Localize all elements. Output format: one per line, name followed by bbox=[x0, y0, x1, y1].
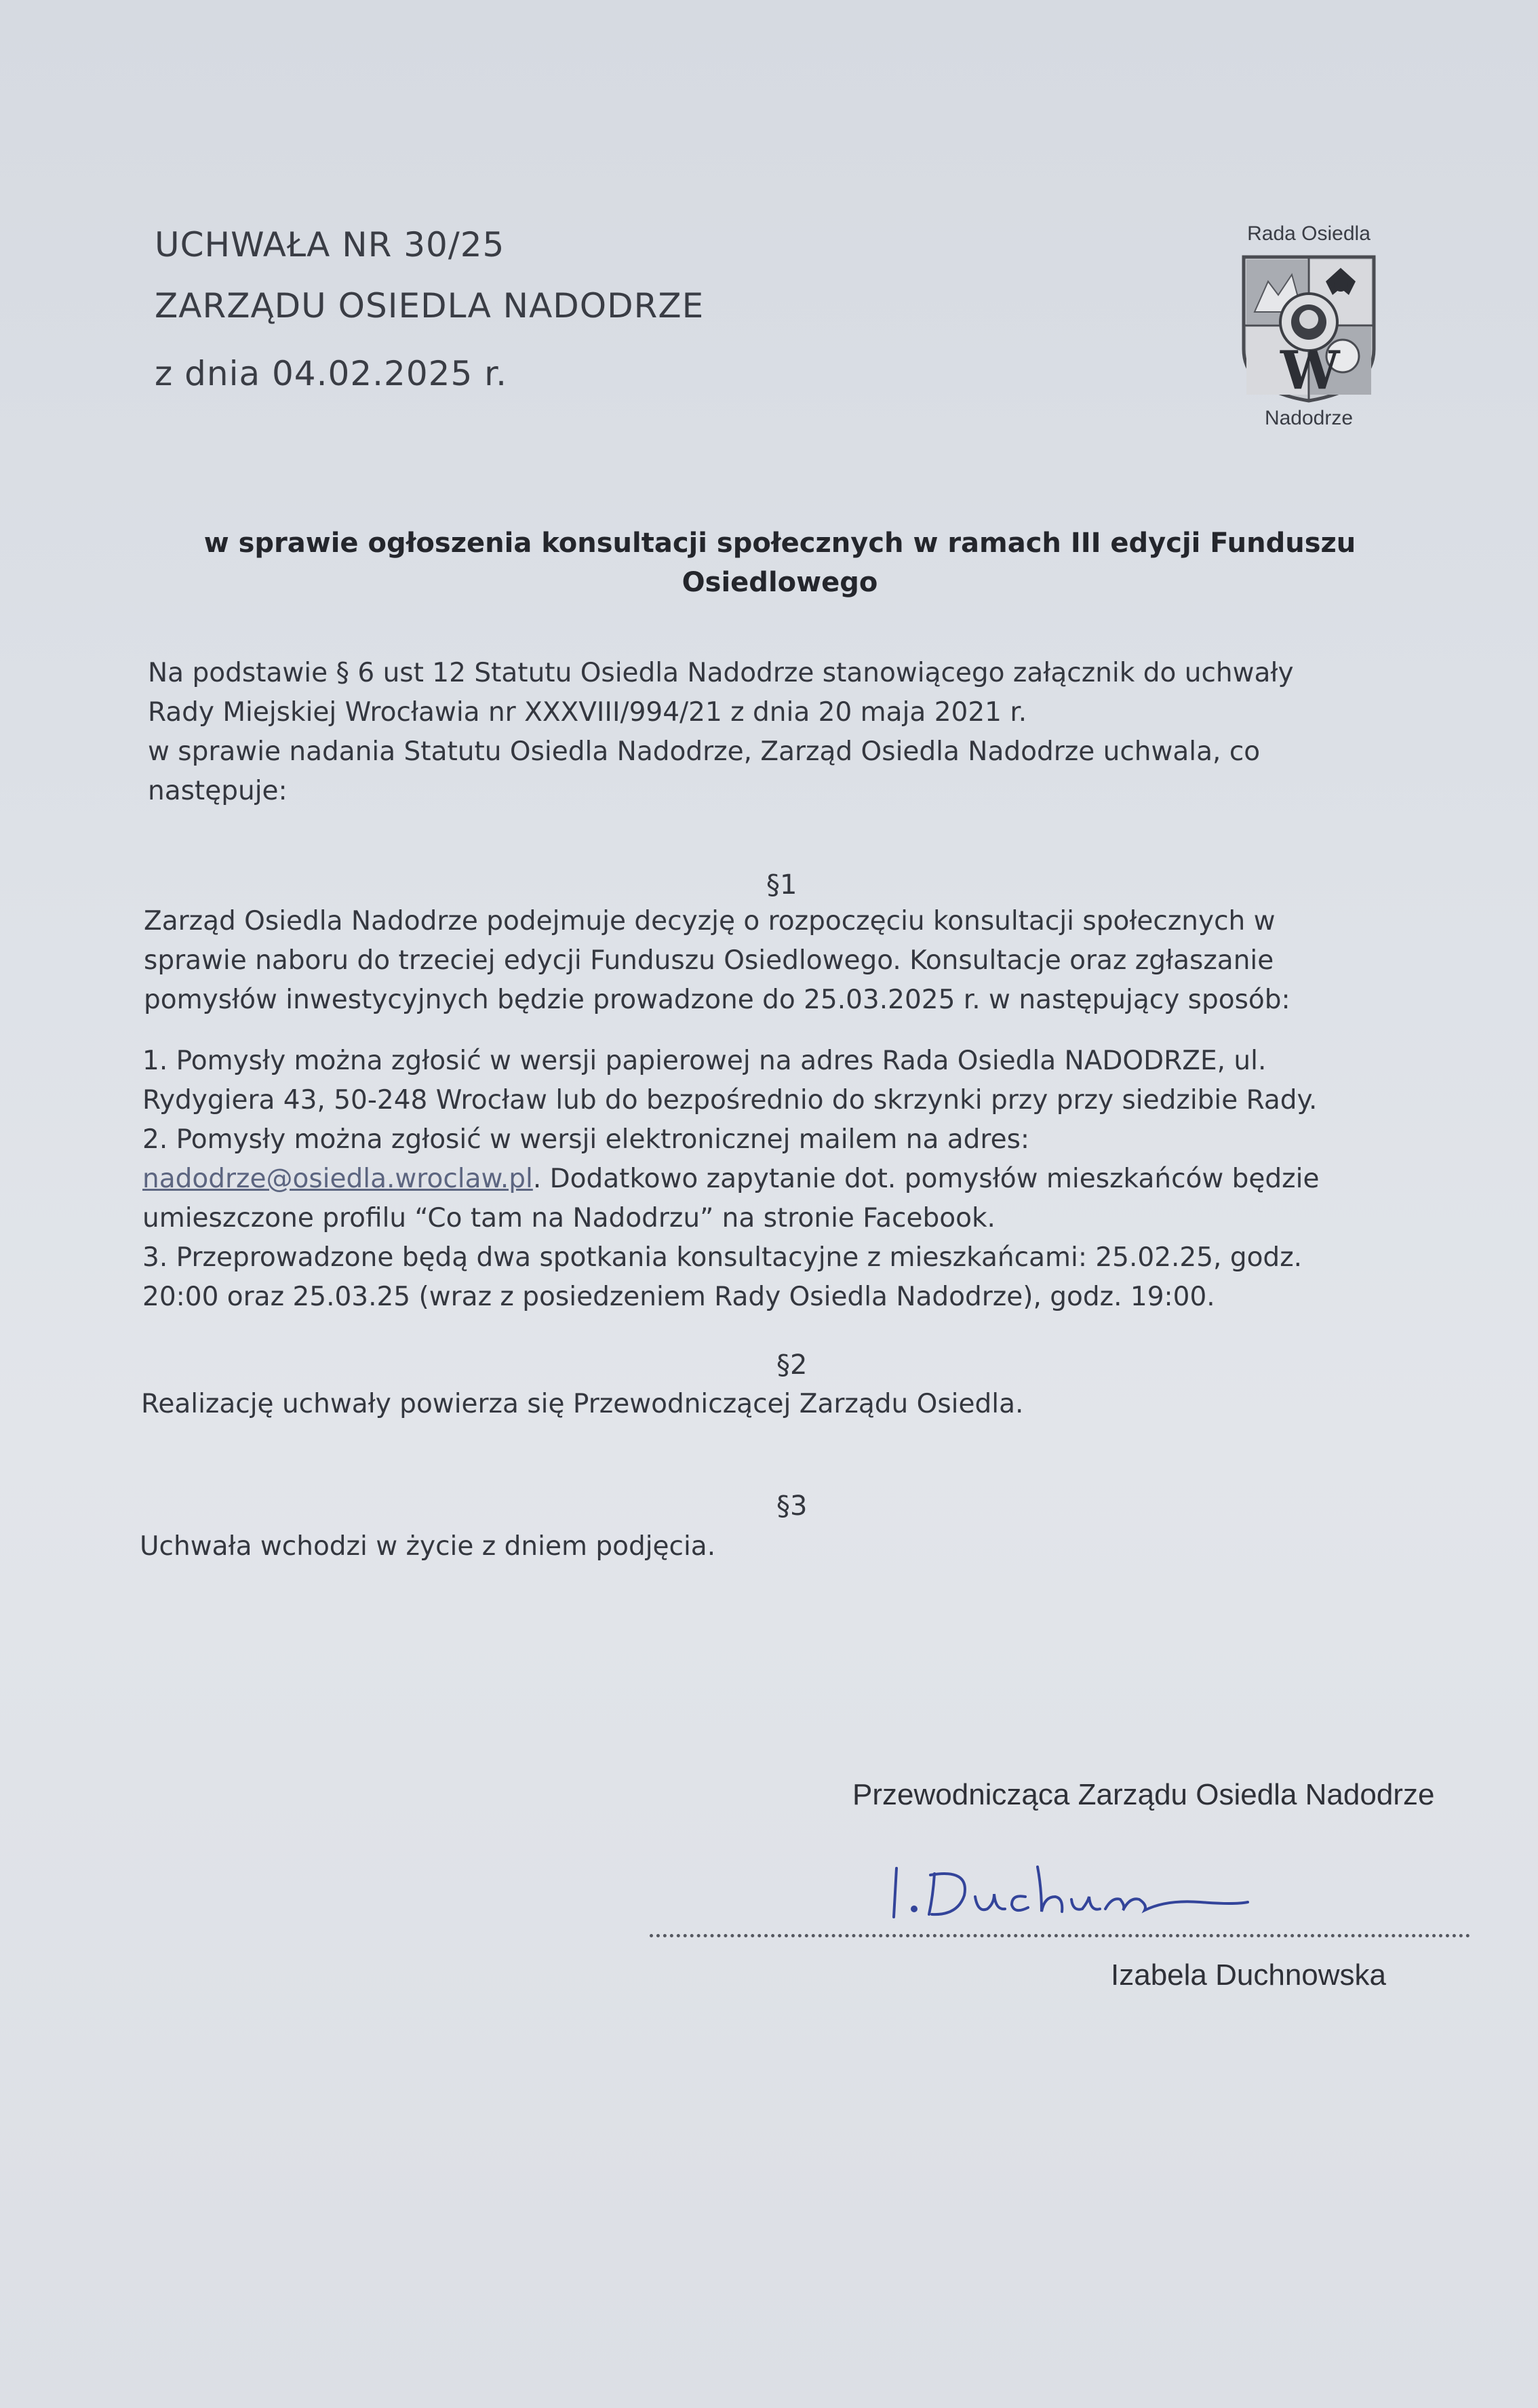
list-item: Rydygiera 43, 50-248 Wrocław lub do bezpośrednio do skrzynki przy przy siedzibie Rady. bbox=[142, 1085, 1318, 1116]
preamble-line-4: następuje: bbox=[148, 776, 288, 806]
section-3-text: Uchwała wchodzi w życie z dniem podjęcia. bbox=[140, 1531, 716, 1562]
section-2-text: Realizację uchwały powierza się Przewodniczącej Zarządu Osiedla. bbox=[141, 1389, 1024, 1419]
list-item-text: . Dodatkowo zapytanie dot. pomysłów mieszkańców będzie bbox=[532, 1164, 1320, 1194]
list-item: 20:00 oraz 25.03.25 (wraz z posiedzeniem Rady Osiedla Nadodrze), godz. 19:00. bbox=[142, 1282, 1215, 1312]
section-2-mark: §2 bbox=[776, 1349, 808, 1381]
section-1-line-3: pomysłów inwestycyjnych będzie prowadzone do 25.03.2025 r. w następujący sposób: bbox=[144, 985, 1290, 1015]
list-item: 2. Pomysły można zgłosić w wersji elektronicznej mailem na adres: bbox=[142, 1124, 1030, 1155]
preamble-line-1: Na podstawie § 6 ust 12 Statutu Osiedla Nadodrze stanowiącego załącznik do uchwały bbox=[148, 658, 1294, 688]
signatory-name: Izabela Duchnowska bbox=[1111, 1958, 1387, 1992]
email-link[interactable]: nadodrze@osiedla.wroclaw.pl bbox=[142, 1164, 533, 1194]
signature-line bbox=[650, 1934, 1470, 1937]
handwritten-signature bbox=[882, 1855, 1261, 1929]
section-1-line-1: Zarząd Osiedla Nadodrze podejmuje decyzję o rozpoczęciu konsultacji społecznych w bbox=[144, 906, 1276, 936]
preamble bbox=[148, 654, 1426, 811]
section-1-body bbox=[144, 902, 1432, 1020]
resolution-date: z dnia 04.02.2025 r. bbox=[155, 354, 508, 393]
logo-top-text: Rada Osiedla bbox=[1247, 222, 1371, 245]
svg-text:W: W bbox=[1280, 340, 1340, 401]
logo-bottom-text: Nadodrze bbox=[1264, 407, 1354, 429]
resolution-subject bbox=[170, 524, 1390, 602]
coat-of-arms-icon bbox=[1241, 254, 1377, 403]
council-logo bbox=[1221, 217, 1397, 441]
section-1-list bbox=[142, 1042, 1438, 1317]
list-item: umieszczone profilu “Co tam na Nadodrzu” na stronie Facebook. bbox=[142, 1203, 995, 1233]
section-1-line-2: sprawie naboru do trzeciej edycji Funduszu Osiedlowego. Konsultacje oraz zgłaszanie bbox=[144, 945, 1274, 976]
list-item: 1. Pomysły można zgłosić w wersji papierowej na adres Rada Osiedla NADODRZE, ul. bbox=[142, 1046, 1267, 1076]
preamble-line-3: w sprawie nadania Statutu Osiedla Nadodrze, Zarząd Osiedla Nadodrze uchwala, co bbox=[148, 736, 1261, 767]
list-item: 3. Przeprowadzone będą dwa spotkania konsultacyjne z mieszkańcami: 25.02.25, godz. bbox=[142, 1242, 1303, 1273]
list-item bbox=[142, 1160, 1438, 1199]
section-3-mark: §3 bbox=[776, 1491, 808, 1522]
subject-line-1: w sprawie ogłoszenia konsultacji społecznych w ramach III edycji Funduszu bbox=[203, 528, 1356, 559]
resolution-number: UCHWAŁA NR 30/25 bbox=[155, 225, 505, 264]
section-1-mark: §1 bbox=[766, 869, 797, 901]
resolution-issuer: ZARZĄDU OSIEDLA NADODRZE bbox=[155, 286, 705, 325]
subject-line-2: Osiedlowego bbox=[682, 567, 878, 598]
signatory-title: Przewodnicząca Zarządu Osiedla Nadodrze bbox=[852, 1778, 1435, 1811]
preamble-line-2: Rady Miejskiej Wrocławia nr XXXVIII/994/21 z dnia 20 maja 2021 r. bbox=[148, 697, 1027, 728]
